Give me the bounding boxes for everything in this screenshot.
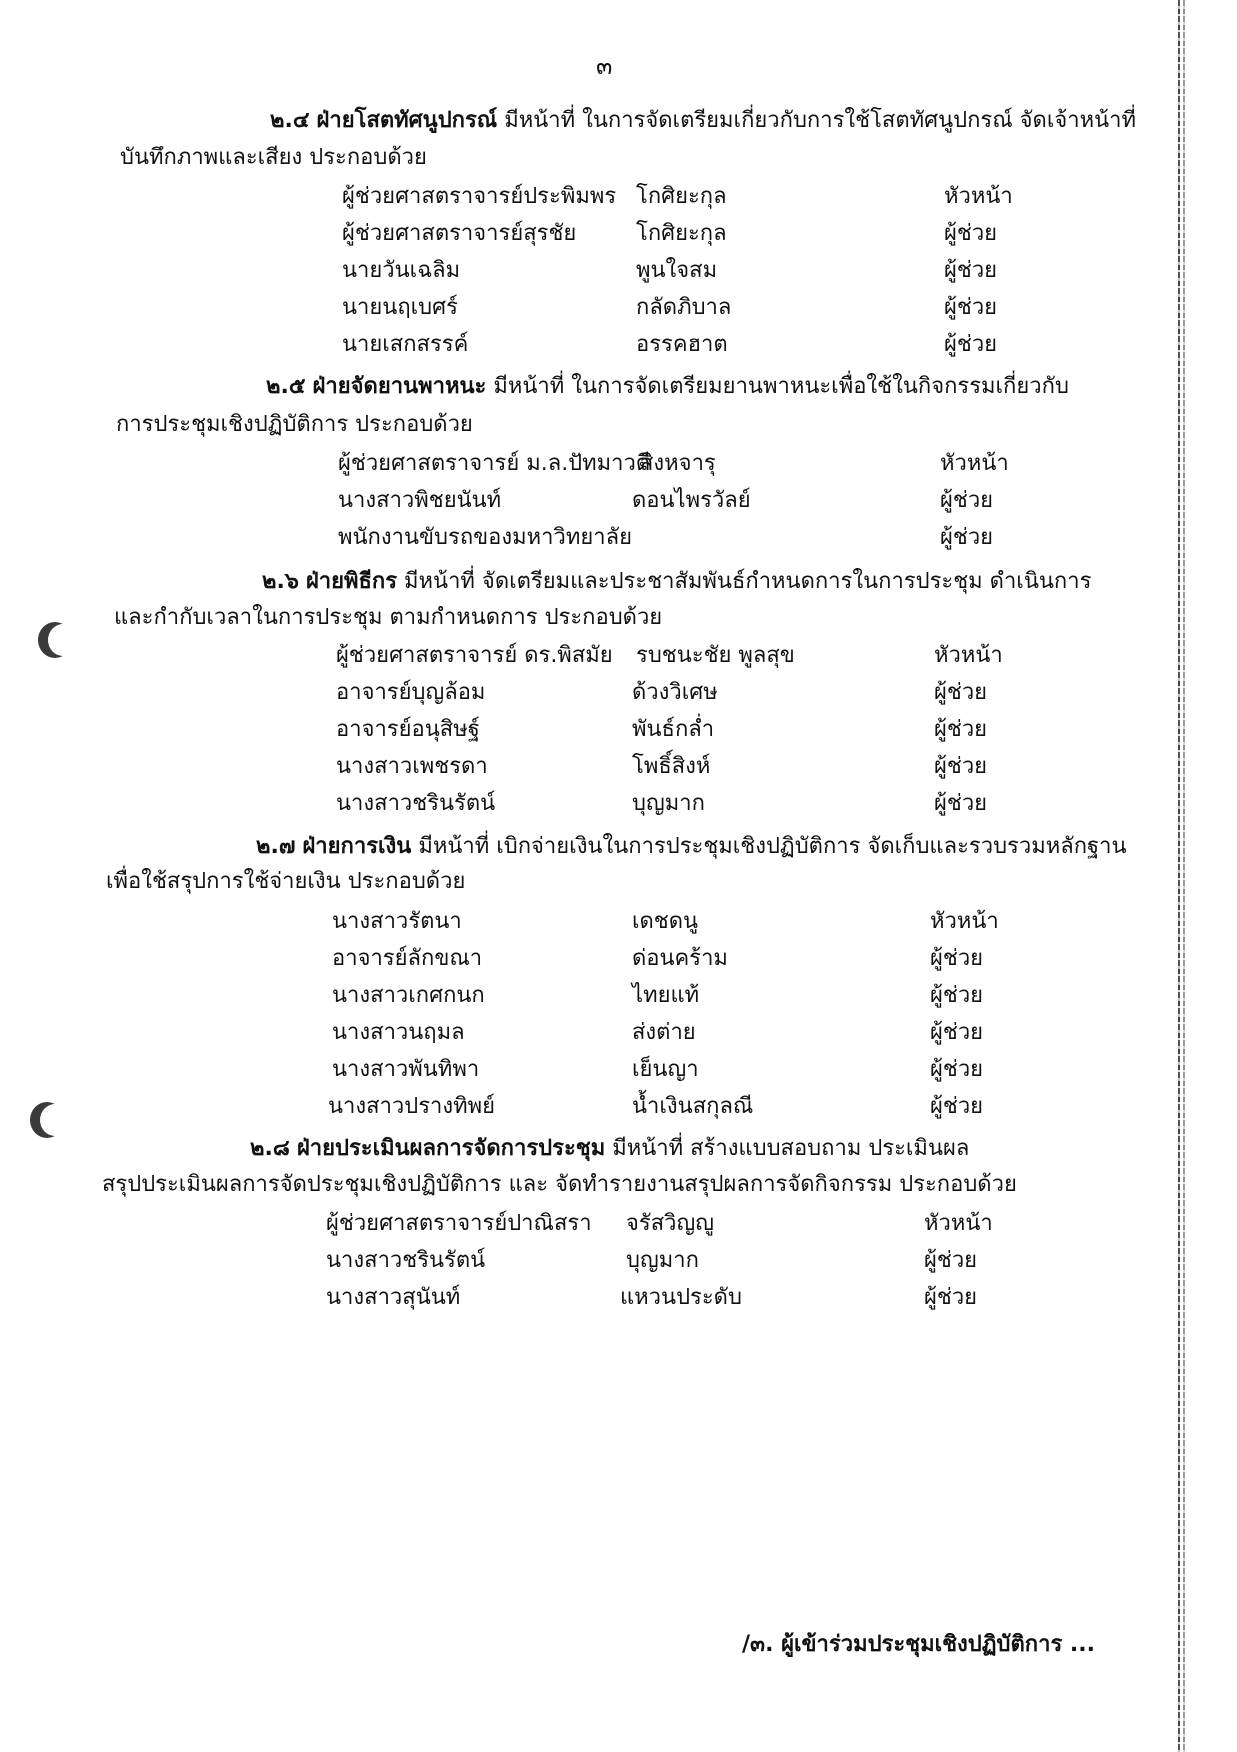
member-surname: เย็นญา xyxy=(632,1057,699,1082)
section-title: ฝ่ายโสตทัศนูปกรณ์ xyxy=(316,108,498,133)
member-surname: โกศิยะกุล xyxy=(636,184,727,209)
member-name: นางสาวเกศกนก xyxy=(332,983,485,1008)
member-role: หัวหน้า xyxy=(940,451,1009,476)
member-role: ผู้ช่วย xyxy=(930,946,984,971)
punch-hole-icon xyxy=(38,622,72,658)
member-name: นายเสกสรรค์ xyxy=(342,332,469,357)
section-duty-continued: และกำกับเวลาในการประชุม ตามกำหนดการ ประกอบด้วย xyxy=(114,605,663,630)
section-number: ๒.๘ xyxy=(250,1136,290,1161)
section-heading xyxy=(256,834,1127,860)
member-surname: สิงหจารุ xyxy=(640,451,716,476)
member-role: ผู้ช่วย xyxy=(930,1020,984,1045)
section-heading xyxy=(266,374,1069,400)
member-surname: ด้วงวิเศษ xyxy=(632,680,718,705)
scan-edge-mark xyxy=(1183,0,1185,1752)
section-number: ๒.๗ xyxy=(256,834,296,859)
member-name: ผู้ช่วยศาสตราจารย์ ม.ล.ปัทมาวดี xyxy=(338,451,651,476)
section-heading xyxy=(262,569,1091,595)
member-role: ผู้ช่วย xyxy=(944,258,998,283)
member-name: นางสาวพิชยนันท์ xyxy=(338,488,502,513)
member-role: ผู้ช่วย xyxy=(930,1094,984,1119)
section-title: ฝ่ายพิธีกร xyxy=(305,569,398,594)
page-number: ๓ xyxy=(596,52,613,80)
member-role: ผู้ช่วย xyxy=(944,295,998,320)
member-name: ผู้ช่วยศาสตราจารย์ปาณิสรา xyxy=(326,1211,592,1236)
member-role: ผู้ช่วย xyxy=(934,754,988,779)
member-name: ผู้ช่วยศาสตราจารย์ประพิมพร xyxy=(342,184,617,209)
section-duty: มีหน้าที่ สร้างแบบสอบถาม ประเมินผล xyxy=(612,1136,970,1161)
member-name: นางสาวสุนันท์ xyxy=(326,1285,461,1310)
section-heading xyxy=(270,108,1136,134)
member-surname: ส่งต่าย xyxy=(632,1020,696,1045)
member-name: นางสาวปรางทิพย์ xyxy=(328,1094,496,1119)
member-surname: พันธ์กล่ำ xyxy=(632,717,715,742)
member-name: นางสาวชรินรัตน์ xyxy=(326,1248,486,1273)
section-title: ฝ่ายการเงิน xyxy=(302,834,412,859)
continuation-note: /๓. ผู้เข้าร่วมประชุมเชิงปฏิบัติการ ... xyxy=(742,1632,1095,1657)
member-surname: ดอนไพรวัลย์ xyxy=(632,488,751,513)
member-surname: ไทยแท้ xyxy=(632,983,700,1008)
member-surname: บุญมาก xyxy=(626,1248,699,1273)
punch-hole-icon xyxy=(30,1102,64,1138)
member-surname: พูนใจสม xyxy=(636,258,718,283)
member-name: พนักงานขับรถของมหาวิทยาลัย xyxy=(338,525,632,550)
member-role: หัวหน้า xyxy=(944,184,1013,209)
section-duty: มีหน้าที่ จัดเตรียมและประชาสัมพันธ์กำหนดการในการประชุม ดำเนินการ xyxy=(404,569,1092,594)
member-surname: จรัสวิญญู xyxy=(626,1211,714,1236)
member-name: อาจารย์ลักขณา xyxy=(332,946,483,971)
section-duty-continued: การประชุมเชิงปฏิบัติการ ประกอบด้วย xyxy=(116,412,473,437)
member-surname: เดชดนู xyxy=(632,909,699,934)
member-name: นางสาวพันทิพา xyxy=(332,1057,480,1082)
member-surname: โพธิ์สิงห์ xyxy=(632,754,711,779)
member-name: ผู้ช่วยศาสตราจารย์ ดร.พิสมัย xyxy=(336,643,613,668)
member-name: อาจารย์บุญล้อม xyxy=(336,680,486,705)
member-name: นางสาวเพชรดา xyxy=(336,754,488,779)
member-surname: ด่อนคร้าม xyxy=(632,946,728,971)
member-surname: รบชนะชัย พูลสุข xyxy=(636,643,795,668)
member-surname: น้ำเงินสกุลณี xyxy=(632,1094,754,1119)
member-role: ผู้ช่วย xyxy=(944,332,998,357)
member-surname: แหวนประดับ xyxy=(620,1285,742,1310)
member-role: ผู้ช่วย xyxy=(934,791,988,816)
member-name: นางสาวรัตนา xyxy=(332,909,462,934)
section-title: ฝ่ายจัดยานพาหนะ xyxy=(312,374,487,399)
section-duty-continued: เพื่อใช้สรุปการใช้จ่ายเงิน ประกอบด้วย xyxy=(106,869,466,894)
member-surname: กลัดภิบาล xyxy=(636,295,732,320)
member-role: ผู้ช่วย xyxy=(924,1285,978,1310)
scan-edge-mark xyxy=(1178,0,1180,1752)
member-role: ผู้ช่วย xyxy=(934,717,988,742)
section-duty: มีหน้าที่ เบิกจ่ายเงินในการประชุมเชิงปฏิบัติการ จัดเก็บและรวบรวมหลักฐาน xyxy=(418,834,1127,859)
member-name: นายวันเฉลิม xyxy=(342,258,461,283)
member-role: หัวหน้า xyxy=(930,909,999,934)
member-role: ผู้ช่วย xyxy=(930,1057,984,1082)
section-number: ๒.๖ xyxy=(262,569,299,594)
member-role: ผู้ช่วย xyxy=(940,488,994,513)
section-heading xyxy=(250,1136,969,1162)
member-role: ผู้ช่วย xyxy=(944,221,998,246)
section-duty: มีหน้าที่ ในการจัดเตรียมเกี่ยวกับการใช้โสตทัศนูปกรณ์ จัดเจ้าหน้าที่ xyxy=(504,108,1136,133)
member-role: หัวหน้า xyxy=(924,1211,993,1236)
section-duty-continued: บันทึกภาพและเสียง ประกอบด้วย xyxy=(120,145,427,170)
member-name: อาจารย์อนุสิษฐ์ xyxy=(336,717,480,742)
section-duty-continued: สรุปประเมินผลการจัดประชุมเชิงปฏิบัติการ และ จัดทำรายงานสรุปผลการจัดกิจกรรม ประกอบด้วย xyxy=(102,1172,1017,1197)
section-number: ๒.๕ xyxy=(266,374,306,399)
member-role: ผู้ช่วย xyxy=(940,525,994,550)
member-name: นางสาวนฤมล xyxy=(332,1020,465,1045)
member-role: ผู้ช่วย xyxy=(924,1248,978,1273)
member-role: ผู้ช่วย xyxy=(934,680,988,705)
section-title: ฝ่ายประเมินผลการจัดการประชุม xyxy=(296,1136,606,1161)
member-surname: บุญมาก xyxy=(632,791,705,816)
member-role: หัวหน้า xyxy=(934,643,1003,668)
member-name: นายนฤเบศร์ xyxy=(342,295,458,320)
section-duty: มีหน้าที่ ในการจัดเตรียมยานพาหนะเพื่อใช้ในกิจกรรมเกี่ยวกับ xyxy=(493,374,1069,399)
member-name: นางสาวชรินรัตน์ xyxy=(336,791,496,816)
member-role: ผู้ช่วย xyxy=(930,983,984,1008)
member-surname: โกศิยะกุล xyxy=(636,221,727,246)
member-surname: อรรคฮาต xyxy=(636,332,728,357)
member-name: ผู้ช่วยศาสตราจารย์สุรชัย xyxy=(342,221,577,246)
section-number: ๒.๔ xyxy=(270,108,310,133)
